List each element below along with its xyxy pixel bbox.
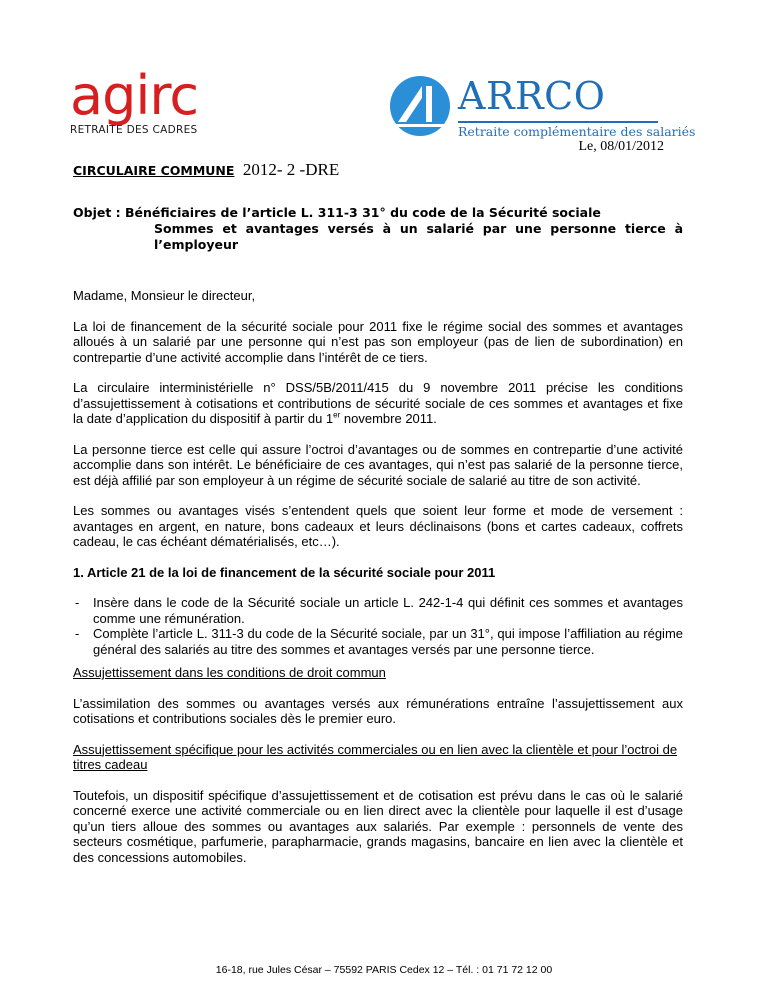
objet-line-1: Objet : Bénéficiaires de l’article L. 311-3 31° du code de la Sécurité sociale <box>73 205 601 220</box>
salutation: Madame, Monsieur le directeur, <box>73 288 256 303</box>
agirc-logo <box>70 64 199 136</box>
agirc-subtitle: RETRAITE DES CADRES <box>70 124 198 136</box>
objet-block <box>73 205 683 253</box>
list-item-text: Complète l’article L. 311-3 du code de la Sécurité sociale, par un 31°, qui impose l’affiliation au régime général des salariés au titre des sommes et avantages versés par une personne tierce. <box>93 626 683 657</box>
bullet-dash: - <box>75 626 80 641</box>
paragraph-2-text-b: novembre 2011. <box>340 411 437 426</box>
subsection-2-heading: Assujettissement spécifique pour les activités commerciales ou en lien avec la clientèle et pour l’octroi de titres cadeau <box>73 741 678 772</box>
document-date: Le, 08/01/2012 <box>578 139 664 154</box>
paragraph-2 <box>73 380 683 427</box>
paragraph-4: Les sommes ou avantages visés s’entendent quels que soient leur forme et mode de versement : avantages en argent, en nature, bons cadeaux et leurs déclinaisons (bons et cartes cadeaux, coffrets cadeau, le cas échéant dématérialisés, etc…). <box>73 503 683 549</box>
arrco-divider <box>458 121 658 123</box>
article-bullet-list <box>73 595 683 657</box>
footer-address: 16-18, rue Jules César – 75592 PARIS Cedex 12 – Tél. : 01 71 72 12 00 <box>215 964 553 976</box>
circulaire-label: CIRCULAIRE COMMUNE <box>73 163 235 178</box>
arrco-logo <box>388 74 696 144</box>
paragraph-2-text-a: La circulaire interministérielle n° DSS/5B/2011/415 du 9 novembre 2011 précise les conditions d’assujettissement à cotisations et contributions de sécurité sociale de ces sommes et avantages et fixe la date d’application du dispositif à partir du 1 <box>73 380 683 426</box>
paragraph-3: La personne tierce est celle qui assure l’octroi d’avantages ou de sommes en contrepartie d’une activité accomplie dans son intérêt. Le bénéficiaire de ces avantages, qui n’est pas salarié de la personne tierce, est déjà affilié par son employeur à un régime de sécurité sociale de salarié au titre de son activité. <box>73 441 683 488</box>
objet-line-2: Sommes et avantages versés à un salarié par une personne tierce à l’employeur <box>154 221 683 252</box>
subsection-1-text: L’assimilation des sommes ou avantages versés aux rémunérations entraîne l’assujettissement aux cotisations et contributions sociales dès le premier euro. <box>73 695 683 726</box>
list-item <box>73 626 683 657</box>
paragraph-1: La loi de financement de la sécurité sociale pour 2011 fixe le régime social des sommes et avantages alloués à un salarié par une personne qui n’est pas son employeur (pas de lien de subordination) en contrepartie d’une activité accomplie dans l’intérêt de ce tiers. <box>73 318 683 365</box>
arrco-wordmark: ARRCO <box>458 74 606 118</box>
letter-body <box>73 288 683 880</box>
arrco-tagline: Retraite complémentaire des salariés <box>458 124 696 139</box>
circulaire-number: 2012- 2 -DRE <box>242 160 340 179</box>
subsection-2-text: Toutefois, un dispositif spécifique d’assujettissement et de cotisation est prévu dans le cas où le salarié concerné exerce une activité commerciale ou en lien direct avec la clientèle pour laquelle il est d’usage qu’un tiers alloue des sommes ou avantages aux salariés. Par exemple : personnels de vente des secteurs cosmétique, parfumerie, parapharmacie, grands magasins, bancaire en lien avec la clientèle et des concessions automobiles. <box>73 787 683 865</box>
arrco-emblem-icon <box>388 74 452 138</box>
list-item <box>73 595 683 626</box>
section-1-heading: 1. Article 21 de la loi de financement de la sécurité sociale pour 2011 <box>73 564 496 580</box>
circulaire-reference <box>73 160 339 180</box>
subsection-1-heading: Assujettissement dans les conditions de droit commun <box>73 665 386 680</box>
agirc-wordmark: agirc <box>70 64 199 127</box>
list-item-text: Insère dans le code de la Sécurité sociale un article L. 242-1-4 qui définit ces sommes et avantages comme une rémunération. <box>93 595 683 626</box>
bullet-dash: - <box>75 595 80 610</box>
paragraph-2-superscript: er <box>333 410 341 420</box>
